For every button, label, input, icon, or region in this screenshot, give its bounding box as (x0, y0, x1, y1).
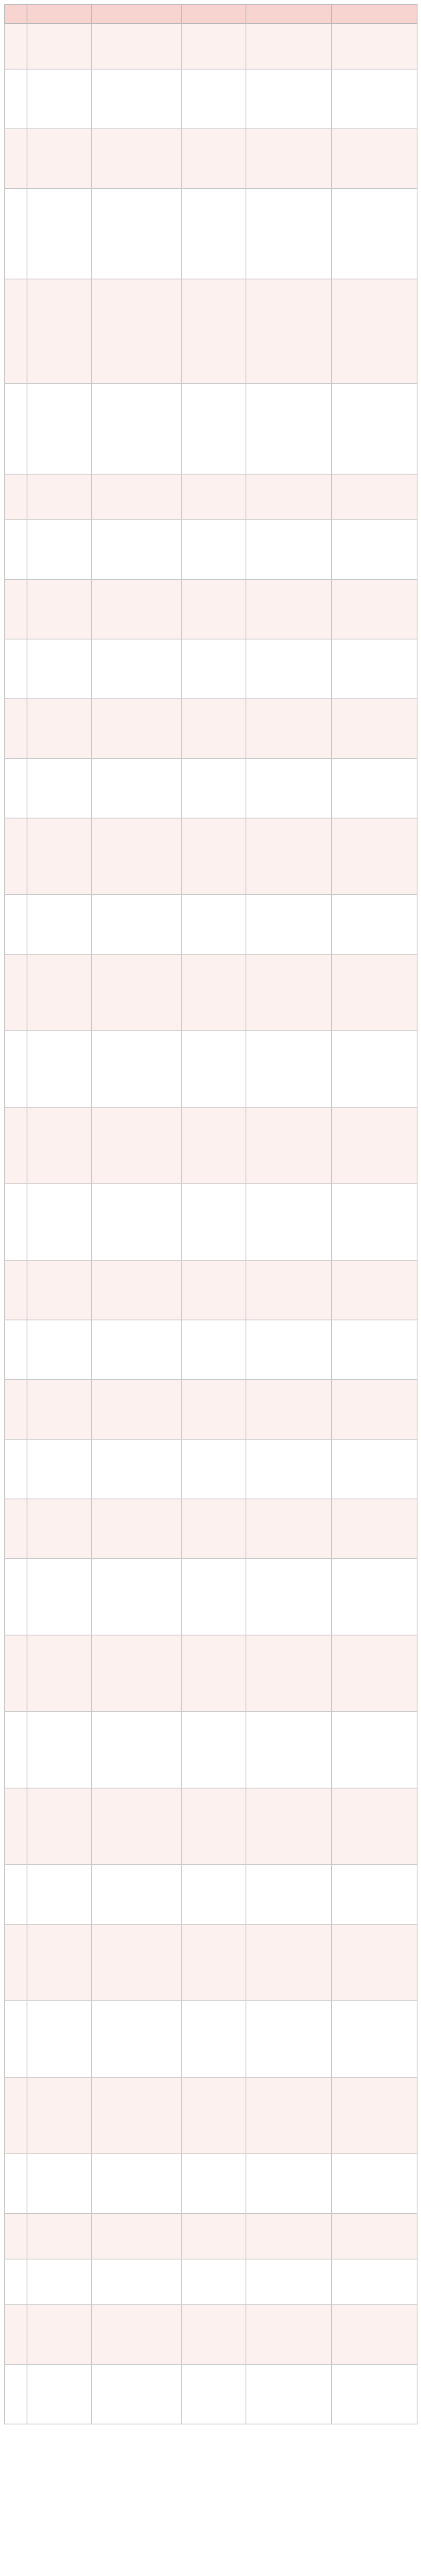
table-header (5, 5, 417, 24)
serial-number-cell (5, 24, 27, 69)
main-contributors-cell (332, 2365, 417, 2424)
serial-number-cell (5, 2078, 27, 2154)
award-code-cell (27, 2154, 92, 2214)
project-name-cell (92, 1261, 182, 1320)
table-row (5, 2305, 417, 2365)
main-contributors-cell (332, 759, 417, 818)
nominator-cell (182, 2214, 246, 2259)
main-contributors-cell (332, 1261, 417, 1320)
award-code-cell (27, 1380, 92, 1440)
header-main-contributors (332, 5, 417, 24)
header-row (5, 5, 417, 24)
nominator-cell (182, 474, 246, 520)
award-code-cell (27, 2305, 92, 2365)
completing-units-cell (246, 1712, 332, 1788)
nominator-cell (182, 1712, 246, 1788)
completing-units-cell (246, 895, 332, 955)
serial-number-cell (5, 580, 27, 639)
project-name-cell (92, 699, 182, 759)
main-contributors-cell (332, 1788, 417, 1865)
project-name-cell (92, 24, 182, 69)
table-row (5, 2259, 417, 2305)
completing-units-cell (246, 818, 332, 895)
serial-number-cell (5, 759, 27, 818)
award-code-cell (27, 699, 92, 759)
award-code-cell (27, 1440, 92, 1499)
project-name-cell (92, 955, 182, 1031)
serial-number-cell (5, 955, 27, 1031)
nominator-cell (182, 1925, 246, 2001)
project-name-cell (92, 759, 182, 818)
main-contributors-cell (332, 1499, 417, 1559)
project-name-cell (92, 895, 182, 955)
main-contributors-cell (332, 1635, 417, 1712)
project-name-cell (92, 580, 182, 639)
table-row (5, 955, 417, 1031)
serial-number-cell (5, 384, 27, 474)
project-name-cell (92, 1031, 182, 1108)
serial-number-cell (5, 818, 27, 895)
main-contributors-cell (332, 955, 417, 1031)
main-contributors-cell (332, 24, 417, 69)
serial-number-cell (5, 1788, 27, 1865)
completing-units-cell (246, 759, 332, 818)
nominator-cell (182, 1108, 246, 1184)
completing-units-cell (246, 1440, 332, 1499)
main-contributors-cell (332, 1184, 417, 1261)
table-row (5, 1320, 417, 1380)
nominator-cell (182, 1184, 246, 1261)
nominator-cell (182, 129, 246, 189)
completing-units-cell (246, 699, 332, 759)
award-code-cell (27, 1031, 92, 1108)
main-contributors-cell (332, 189, 417, 279)
table-row (5, 1559, 417, 1635)
serial-number-cell (5, 279, 27, 384)
main-contributors-cell (332, 279, 417, 384)
table-row (5, 1788, 417, 1865)
main-contributors-cell (332, 895, 417, 955)
serial-number-cell (5, 1925, 27, 2001)
table-row (5, 639, 417, 699)
serial-number-cell (5, 1499, 27, 1559)
project-name-cell (92, 1712, 182, 1788)
table-row (5, 895, 417, 955)
award-code-cell (27, 1712, 92, 1788)
main-contributors-cell (332, 2214, 417, 2259)
table-row (5, 580, 417, 639)
completing-units-cell (246, 1635, 332, 1712)
nominator-cell (182, 639, 246, 699)
serial-number-cell (5, 2154, 27, 2214)
project-name-cell (92, 1380, 182, 1440)
header-serial-number (5, 5, 27, 24)
table-row (5, 818, 417, 895)
table-row (5, 1184, 417, 1261)
table-row (5, 2365, 417, 2424)
main-contributors-cell (332, 384, 417, 474)
award-code-cell (27, 474, 92, 520)
award-code-cell (27, 1320, 92, 1380)
award-code-cell (27, 818, 92, 895)
table-row (5, 1380, 417, 1440)
serial-number-cell (5, 520, 27, 580)
completing-units-cell (246, 2259, 332, 2305)
nominator-cell (182, 1380, 246, 1440)
nominator-cell (182, 2001, 246, 2078)
project-name-cell (92, 384, 182, 474)
project-name-cell (92, 2214, 182, 2259)
completing-units-cell (246, 2214, 332, 2259)
completing-units-cell (246, 2365, 332, 2424)
completing-units-cell (246, 1184, 332, 1261)
award-code-cell (27, 69, 92, 129)
table-body (5, 24, 417, 2424)
serial-number-cell (5, 2001, 27, 2078)
nominator-cell (182, 2259, 246, 2305)
nominator-cell (182, 699, 246, 759)
nominator-cell (182, 2365, 246, 2424)
serial-number-cell (5, 1440, 27, 1499)
serial-number-cell (5, 129, 27, 189)
award-code-cell (27, 1865, 92, 1925)
award-code-cell (27, 1559, 92, 1635)
nominator-cell (182, 818, 246, 895)
header-award-code (27, 5, 92, 24)
completing-units-cell (246, 1865, 332, 1925)
award-code-cell (27, 1925, 92, 2001)
main-contributors-cell (332, 1925, 417, 2001)
main-contributors-cell (332, 1712, 417, 1788)
main-contributors-cell (332, 1865, 417, 1925)
main-contributors-cell (332, 1108, 417, 1184)
serial-number-cell (5, 2259, 27, 2305)
nominator-cell (182, 895, 246, 955)
award-code-cell (27, 24, 92, 69)
award-code-cell (27, 1499, 92, 1559)
nominator-cell (182, 1559, 246, 1635)
award-code-cell (27, 2365, 92, 2424)
serial-number-cell (5, 639, 27, 699)
award-code-cell (27, 129, 92, 189)
table-row (5, 1499, 417, 1559)
project-name-cell (92, 474, 182, 520)
project-name-cell (92, 2305, 182, 2365)
serial-number-cell (5, 1712, 27, 1788)
project-name-cell (92, 69, 182, 129)
nominator-cell (182, 279, 246, 384)
award-code-cell (27, 895, 92, 955)
main-contributors-cell (332, 2154, 417, 2214)
serial-number-cell (5, 1635, 27, 1712)
completing-units-cell (246, 955, 332, 1031)
project-name-cell (92, 1184, 182, 1261)
header-nominator (182, 5, 246, 24)
serial-number-cell (5, 699, 27, 759)
award-code-cell (27, 189, 92, 279)
main-contributors-cell (332, 818, 417, 895)
project-name-cell (92, 189, 182, 279)
nominator-cell (182, 2305, 246, 2365)
main-contributors-cell (332, 69, 417, 129)
award-code-cell (27, 2078, 92, 2154)
serial-number-cell (5, 1031, 27, 1108)
serial-number-cell (5, 1261, 27, 1320)
award-table (4, 4, 417, 2424)
serial-number-cell (5, 2214, 27, 2259)
award-code-cell (27, 2001, 92, 2078)
table-row (5, 759, 417, 818)
completing-units-cell (246, 279, 332, 384)
project-name-cell (92, 1499, 182, 1559)
nominator-cell (182, 1788, 246, 1865)
completing-units-cell (246, 69, 332, 129)
project-name-cell (92, 1559, 182, 1635)
serial-number-cell (5, 1320, 27, 1380)
project-name-cell (92, 818, 182, 895)
serial-number-cell (5, 2305, 27, 2365)
main-contributors-cell (332, 1320, 417, 1380)
main-contributors-cell (332, 1440, 417, 1499)
nominator-cell (182, 955, 246, 1031)
table-row (5, 1712, 417, 1788)
completing-units-cell (246, 474, 332, 520)
main-contributors-cell (332, 2001, 417, 2078)
table-row (5, 699, 417, 759)
serial-number-cell (5, 1184, 27, 1261)
table-row (5, 189, 417, 279)
completing-units-cell (246, 2001, 332, 2078)
serial-number-cell (5, 189, 27, 279)
nominator-cell (182, 1031, 246, 1108)
nominator-cell (182, 69, 246, 129)
nominator-cell (182, 1499, 246, 1559)
nominator-cell (182, 520, 246, 580)
nominator-cell (182, 24, 246, 69)
award-code-cell (27, 2214, 92, 2259)
award-code-cell (27, 955, 92, 1031)
award-code-cell (27, 580, 92, 639)
award-code-cell (27, 1788, 92, 1865)
table-row (5, 2001, 417, 2078)
table-row (5, 279, 417, 384)
project-name-cell (92, 639, 182, 699)
award-list-sheet (4, 4, 417, 2424)
table-row (5, 24, 417, 69)
serial-number-cell (5, 474, 27, 520)
main-contributors-cell (332, 1031, 417, 1108)
nominator-cell (182, 580, 246, 639)
completing-units-cell (246, 1788, 332, 1865)
serial-number-cell (5, 1559, 27, 1635)
main-contributors-cell (332, 520, 417, 580)
project-name-cell (92, 1440, 182, 1499)
completing-units-cell (246, 1499, 332, 1559)
main-contributors-cell (332, 2305, 417, 2365)
table-row (5, 69, 417, 129)
project-name-cell (92, 1925, 182, 2001)
table-row (5, 1261, 417, 1320)
serial-number-cell (5, 1108, 27, 1184)
completing-units-cell (246, 2078, 332, 2154)
completing-units-cell (246, 1559, 332, 1635)
table-row (5, 1865, 417, 1925)
nominator-cell (182, 2154, 246, 2214)
completing-units-cell (246, 2154, 332, 2214)
table-row (5, 129, 417, 189)
completing-units-cell (246, 520, 332, 580)
main-contributors-cell (332, 580, 417, 639)
project-name-cell (92, 2154, 182, 2214)
main-contributors-cell (332, 639, 417, 699)
nominator-cell (182, 1261, 246, 1320)
award-code-cell (27, 1261, 92, 1320)
project-name-cell (92, 2259, 182, 2305)
completing-units-cell (246, 24, 332, 69)
project-name-cell (92, 279, 182, 384)
completing-units-cell (246, 384, 332, 474)
project-name-cell (92, 129, 182, 189)
table-row (5, 1925, 417, 2001)
header-project-name (92, 5, 182, 24)
completing-units-cell (246, 639, 332, 699)
main-contributors-cell (332, 129, 417, 189)
completing-units-cell (246, 1031, 332, 1108)
project-name-cell (92, 1108, 182, 1184)
completing-units-cell (246, 2305, 332, 2365)
award-code-cell (27, 1108, 92, 1184)
project-name-cell (92, 1320, 182, 1380)
serial-number-cell (5, 895, 27, 955)
project-name-cell (92, 520, 182, 580)
table-row (5, 2154, 417, 2214)
header-completing-units (246, 5, 332, 24)
table-row (5, 384, 417, 474)
serial-number-cell (5, 1865, 27, 1925)
nominator-cell (182, 1865, 246, 1925)
award-code-cell (27, 639, 92, 699)
completing-units-cell (246, 1380, 332, 1440)
main-contributors-cell (332, 1559, 417, 1635)
main-contributors-cell (332, 1380, 417, 1440)
table-row (5, 520, 417, 580)
award-code-cell (27, 520, 92, 580)
nominator-cell (182, 759, 246, 818)
main-contributors-cell (332, 2259, 417, 2305)
completing-units-cell (246, 1925, 332, 2001)
award-code-cell (27, 384, 92, 474)
award-code-cell (27, 279, 92, 384)
nominator-cell (182, 1440, 246, 1499)
main-contributors-cell (332, 474, 417, 520)
project-name-cell (92, 2078, 182, 2154)
table-row (5, 1108, 417, 1184)
completing-units-cell (246, 189, 332, 279)
award-code-cell (27, 1184, 92, 1261)
nominator-cell (182, 1320, 246, 1380)
table-row (5, 1440, 417, 1499)
completing-units-cell (246, 1108, 332, 1184)
completing-units-cell (246, 129, 332, 189)
table-row (5, 1635, 417, 1712)
table-row (5, 1031, 417, 1108)
nominator-cell (182, 2078, 246, 2154)
nominator-cell (182, 384, 246, 474)
award-code-cell (27, 759, 92, 818)
project-name-cell (92, 2001, 182, 2078)
project-name-cell (92, 1635, 182, 1712)
nominator-cell (182, 1635, 246, 1712)
serial-number-cell (5, 1380, 27, 1440)
project-name-cell (92, 1865, 182, 1925)
table-row (5, 2214, 417, 2259)
completing-units-cell (246, 1261, 332, 1320)
project-name-cell (92, 1788, 182, 1865)
table-row (5, 2078, 417, 2154)
nominator-cell (182, 189, 246, 279)
main-contributors-cell (332, 2078, 417, 2154)
serial-number-cell (5, 2365, 27, 2424)
award-code-cell (27, 2259, 92, 2305)
main-contributors-cell (332, 699, 417, 759)
project-name-cell (92, 2365, 182, 2424)
completing-units-cell (246, 1320, 332, 1380)
completing-units-cell (246, 580, 332, 639)
serial-number-cell (5, 69, 27, 129)
table-row (5, 474, 417, 520)
award-code-cell (27, 1635, 92, 1712)
